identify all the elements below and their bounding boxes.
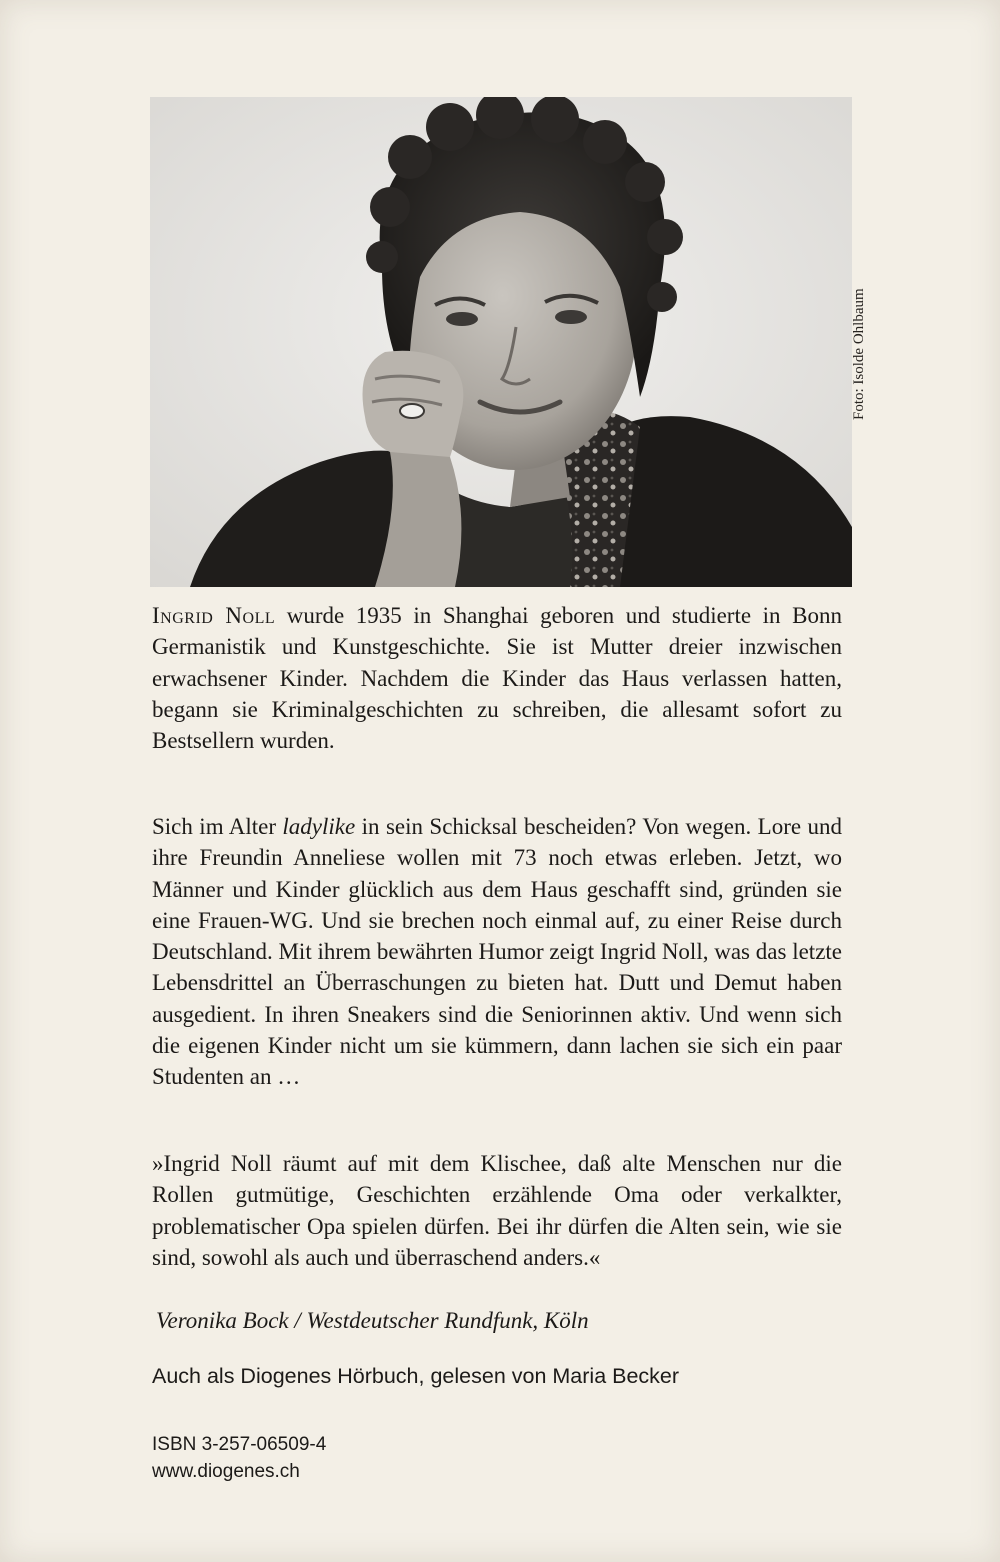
author-bio-text: wurde 1935 in Shanghai geboren und studierte in Bonn Germanistik und Kunstgeschichte. Sie ist Mutter dreier inzwischen erwachsener Kinder. Nachdem die Kinder das Haus verlassen hatten, begann sie Kriminalgeschichten zu schreiben, die allesamt sofort zu Bestsellern wurden.: [152, 603, 842, 754]
review-quote: »Ingrid Noll räumt auf mit dem Klischee, daß alte Menschen nur die Rollen gutmütige, Geschichten erzählende Oma oder verkalkter, problematischer Opa spielen dürfen. Bei ihr dürfen die Alten sein, wie sie sind, sowohl als auch und überraschend anders.«: [152, 1151, 842, 1270]
publisher-website[interactable]: www.diogenes.ch: [152, 1461, 300, 1482]
author-photo: [150, 97, 852, 587]
book-blurb: [152, 811, 842, 1093]
photo-credit: Foto: Isolde Ohlbaum: [851, 288, 867, 420]
blurb-text-start: Sich im Alter: [152, 814, 283, 839]
author-name: Ingrid Noll: [152, 603, 276, 628]
blurb-text-rest: in sein Schicksal bescheiden? Von wegen. Lore und ihre Freundin Anneliese wollen mit 73 noch etwas erleben. Jetzt, wo Männer und Kinder glücklich aus dem Haus geschafft sind, gründen sie eine Frauen-WG. Und sie brechen noch einmal auf, zu einer Reise durch Deutschland. Mit ihrem bewährten Humor zeigt Ingrid Noll, was das letzte Lebensdrittel an Überraschungen zu bieten hat. Dutt und Demut haben ausgedient. In ihren Sneakers sind die Seniorinnen aktiv. Und wenn sich die eigenen Kinder nicht um sie kümmern, dann lachen sie sich ein paar Studenten an …: [152, 814, 842, 1090]
audiobook-note: Auch als Diogenes Hörbuch, gelesen von Maria Becker: [152, 1364, 680, 1388]
blurb-italic-word: ladylike: [282, 814, 356, 839]
isbn: ISBN 3-257-06509-4: [152, 1434, 327, 1455]
author-bio: [152, 600, 842, 756]
quote-attribution: Veronika Bock / Westdeutscher Rundfunk, Köln: [156, 1308, 589, 1333]
